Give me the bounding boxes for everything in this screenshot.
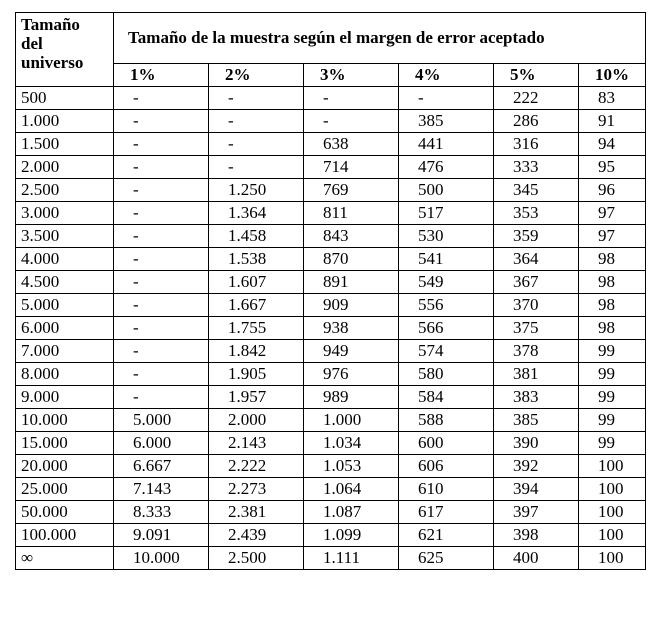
- margin-2pct-cell: -: [209, 87, 304, 110]
- margin-3pct-cell: 1.000: [304, 409, 399, 432]
- margin-2pct-cell: 1.755: [209, 317, 304, 340]
- margin-1pct-cell: 10.000: [114, 547, 209, 570]
- margin-4pct-cell: 530: [399, 225, 494, 248]
- column-header-10pct: 10%: [579, 64, 646, 87]
- universe-size-cell: 4.000: [16, 248, 114, 271]
- table-row: [16, 156, 646, 179]
- margin-10pct-cell: 97: [579, 202, 646, 225]
- margin-4pct-cell: 606: [399, 455, 494, 478]
- margin-3pct-cell: 1.053: [304, 455, 399, 478]
- margin-5pct-cell: 390: [494, 432, 579, 455]
- margin-2pct-cell: 1.458: [209, 225, 304, 248]
- corner-line: Tamaño: [21, 15, 80, 34]
- margin-5pct-cell: 394: [494, 478, 579, 501]
- margin-5pct-cell: 345: [494, 179, 579, 202]
- margin-10pct-cell: 99: [579, 340, 646, 363]
- margin-3pct-cell: 1.064: [304, 478, 399, 501]
- margin-5pct-cell: 378: [494, 340, 579, 363]
- margin-4pct-cell: 574: [399, 340, 494, 363]
- margin-3pct-cell: 1.111: [304, 547, 399, 570]
- margin-5pct-cell: 370: [494, 294, 579, 317]
- margin-4pct-cell: 617: [399, 501, 494, 524]
- table-row: [16, 478, 646, 501]
- margin-1pct-cell: -: [114, 87, 209, 110]
- table-row: [16, 363, 646, 386]
- margin-4pct-cell: 621: [399, 524, 494, 547]
- margin-5pct-cell: 383: [494, 386, 579, 409]
- margin-10pct-cell: 99: [579, 432, 646, 455]
- margin-5pct-cell: 398: [494, 524, 579, 547]
- margin-2pct-cell: 1.842: [209, 340, 304, 363]
- margin-5pct-cell: 397: [494, 501, 579, 524]
- margin-3pct-cell: 870: [304, 248, 399, 271]
- margin-5pct-cell: 381: [494, 363, 579, 386]
- margin-4pct-cell: 541: [399, 248, 494, 271]
- margin-2pct-cell: 1.607: [209, 271, 304, 294]
- margin-4pct-cell: 566: [399, 317, 494, 340]
- margin-4pct-cell: 588: [399, 409, 494, 432]
- universe-size-cell: 50.000: [16, 501, 114, 524]
- margin-10pct-cell: 95: [579, 156, 646, 179]
- universe-size-cell: 15.000: [16, 432, 114, 455]
- margin-2pct-cell: -: [209, 110, 304, 133]
- table-row: [16, 386, 646, 409]
- margin-4pct-cell: 500: [399, 179, 494, 202]
- margin-3pct-cell: 769: [304, 179, 399, 202]
- margin-3pct-cell: 1.099: [304, 524, 399, 547]
- margin-10pct-cell: 98: [579, 294, 646, 317]
- margin-5pct-cell: 286: [494, 110, 579, 133]
- margin-3pct-cell: 843: [304, 225, 399, 248]
- margin-3pct-cell: -: [304, 87, 399, 110]
- margin-5pct-cell: 392: [494, 455, 579, 478]
- margin-2pct-cell: 2.500: [209, 547, 304, 570]
- margin-1pct-cell: -: [114, 317, 209, 340]
- margin-10pct-cell: 99: [579, 386, 646, 409]
- margin-1pct-cell: -: [114, 156, 209, 179]
- universe-size-cell: 7.000: [16, 340, 114, 363]
- margin-4pct-cell: 610: [399, 478, 494, 501]
- table-row: [16, 87, 646, 110]
- margin-1pct-cell: -: [114, 110, 209, 133]
- universe-size-cell: 1.500: [16, 133, 114, 156]
- margin-1pct-cell: -: [114, 248, 209, 271]
- universe-size-cell: 1.000: [16, 110, 114, 133]
- margin-3pct-cell: 1.034: [304, 432, 399, 455]
- margin-2pct-cell: 2.222: [209, 455, 304, 478]
- sample-size-group-header: Tamaño de la muestra según el margen de error aceptado: [114, 13, 646, 64]
- margin-2pct-cell: 2.381: [209, 501, 304, 524]
- margin-3pct-cell: 909: [304, 294, 399, 317]
- margin-3pct-cell: 811: [304, 202, 399, 225]
- margin-5pct-cell: 353: [494, 202, 579, 225]
- margin-4pct-cell: 476: [399, 156, 494, 179]
- universe-size-cell: 3.500: [16, 225, 114, 248]
- margin-3pct-cell: 638: [304, 133, 399, 156]
- margin-5pct-cell: 400: [494, 547, 579, 570]
- margin-1pct-cell: 7.143: [114, 478, 209, 501]
- margin-1pct-cell: 9.091: [114, 524, 209, 547]
- margin-10pct-cell: 100: [579, 524, 646, 547]
- margin-1pct-cell: -: [114, 363, 209, 386]
- column-header-4pct: 4%: [399, 64, 494, 87]
- margin-10pct-cell: 97: [579, 225, 646, 248]
- margin-5pct-cell: 222: [494, 87, 579, 110]
- table-row: [16, 133, 646, 156]
- universe-size-cell: 9.000: [16, 386, 114, 409]
- table-row: [16, 501, 646, 524]
- margin-1pct-cell: -: [114, 179, 209, 202]
- margin-10pct-cell: 99: [579, 363, 646, 386]
- margin-10pct-cell: 100: [579, 501, 646, 524]
- table-row: [16, 547, 646, 570]
- table-header: [16, 13, 646, 87]
- margin-4pct-cell: 549: [399, 271, 494, 294]
- margin-4pct-cell: 625: [399, 547, 494, 570]
- margin-2pct-cell: 1.538: [209, 248, 304, 271]
- universe-size-cell: 100.000: [16, 524, 114, 547]
- universe-size-cell: 500: [16, 87, 114, 110]
- margin-4pct-cell: 385: [399, 110, 494, 133]
- margin-5pct-cell: 359: [494, 225, 579, 248]
- universe-size-header: [16, 13, 114, 87]
- table-row: [16, 225, 646, 248]
- corner-line: del: [21, 34, 43, 53]
- margin-5pct-cell: 375: [494, 317, 579, 340]
- universe-size-cell: 2.000: [16, 156, 114, 179]
- column-header-3pct: 3%: [304, 64, 399, 87]
- universe-size-cell: 3.000: [16, 202, 114, 225]
- margin-10pct-cell: 98: [579, 248, 646, 271]
- margin-3pct-cell: 976: [304, 363, 399, 386]
- table-row: [16, 294, 646, 317]
- margin-4pct-cell: 517: [399, 202, 494, 225]
- margin-10pct-cell: 98: [579, 317, 646, 340]
- table-row: [16, 179, 646, 202]
- margin-4pct-cell: 600: [399, 432, 494, 455]
- margin-3pct-cell: 714: [304, 156, 399, 179]
- margin-1pct-cell: 5.000: [114, 409, 209, 432]
- margin-2pct-cell: 1.250: [209, 179, 304, 202]
- margin-5pct-cell: 367: [494, 271, 579, 294]
- margin-5pct-cell: 364: [494, 248, 579, 271]
- sample-size-table-container: [15, 12, 646, 570]
- margin-1pct-cell: -: [114, 202, 209, 225]
- sample-size-table: [15, 12, 646, 570]
- table-row: [16, 317, 646, 340]
- margin-2pct-cell: 1.667: [209, 294, 304, 317]
- margin-3pct-cell: 891: [304, 271, 399, 294]
- margin-4pct-cell: 584: [399, 386, 494, 409]
- universe-size-cell: 5.000: [16, 294, 114, 317]
- universe-size-cell: 10.000: [16, 409, 114, 432]
- margin-2pct-cell: 2.000: [209, 409, 304, 432]
- margin-4pct-cell: 580: [399, 363, 494, 386]
- universe-size-cell: 20.000: [16, 455, 114, 478]
- margin-4pct-cell: 441: [399, 133, 494, 156]
- column-header-1pct: 1%: [114, 64, 209, 87]
- table-row: [16, 248, 646, 271]
- margin-3pct-cell: 1.087: [304, 501, 399, 524]
- margin-3pct-cell: -: [304, 110, 399, 133]
- margin-2pct-cell: 2.439: [209, 524, 304, 547]
- margin-10pct-cell: 100: [579, 455, 646, 478]
- margin-2pct-cell: 2.273: [209, 478, 304, 501]
- margin-10pct-cell: 100: [579, 478, 646, 501]
- universe-size-cell: 2.500: [16, 179, 114, 202]
- column-header-2pct: 2%: [209, 64, 304, 87]
- margin-1pct-cell: -: [114, 294, 209, 317]
- margin-5pct-cell: 316: [494, 133, 579, 156]
- margin-1pct-cell: 8.333: [114, 501, 209, 524]
- margin-1pct-cell: -: [114, 133, 209, 156]
- margin-2pct-cell: 1.905: [209, 363, 304, 386]
- margin-5pct-cell: 333: [494, 156, 579, 179]
- table-row: [16, 110, 646, 133]
- universe-size-cell: 8.000: [16, 363, 114, 386]
- margin-10pct-cell: 100: [579, 547, 646, 570]
- margin-2pct-cell: -: [209, 133, 304, 156]
- margin-3pct-cell: 989: [304, 386, 399, 409]
- margin-4pct-cell: -: [399, 87, 494, 110]
- margin-2pct-cell: -: [209, 156, 304, 179]
- margin-3pct-cell: 949: [304, 340, 399, 363]
- margin-10pct-cell: 99: [579, 409, 646, 432]
- margin-1pct-cell: 6.667: [114, 455, 209, 478]
- table-row: [16, 202, 646, 225]
- universe-size-cell: 4.500: [16, 271, 114, 294]
- margin-10pct-cell: 94: [579, 133, 646, 156]
- table-row: [16, 524, 646, 547]
- margin-10pct-cell: 98: [579, 271, 646, 294]
- table-row: [16, 432, 646, 455]
- margin-5pct-cell: 385: [494, 409, 579, 432]
- margin-1pct-cell: 6.000: [114, 432, 209, 455]
- margin-10pct-cell: 91: [579, 110, 646, 133]
- table-row: [16, 455, 646, 478]
- table-row: [16, 271, 646, 294]
- table-body: [16, 87, 646, 570]
- margin-4pct-cell: 556: [399, 294, 494, 317]
- margin-1pct-cell: -: [114, 271, 209, 294]
- margin-1pct-cell: -: [114, 340, 209, 363]
- margin-10pct-cell: 96: [579, 179, 646, 202]
- margin-2pct-cell: 2.143: [209, 432, 304, 455]
- universe-size-cell: ∞: [16, 547, 114, 570]
- margin-3pct-cell: 938: [304, 317, 399, 340]
- table-row: [16, 409, 646, 432]
- margin-10pct-cell: 83: [579, 87, 646, 110]
- margin-2pct-cell: 1.364: [209, 202, 304, 225]
- universe-size-cell: 6.000: [16, 317, 114, 340]
- universe-size-cell: 25.000: [16, 478, 114, 501]
- margin-2pct-cell: 1.957: [209, 386, 304, 409]
- column-header-5pct: 5%: [494, 64, 579, 87]
- table-row: [16, 340, 646, 363]
- margin-1pct-cell: -: [114, 225, 209, 248]
- margin-1pct-cell: -: [114, 386, 209, 409]
- corner-line: universo: [21, 53, 84, 72]
